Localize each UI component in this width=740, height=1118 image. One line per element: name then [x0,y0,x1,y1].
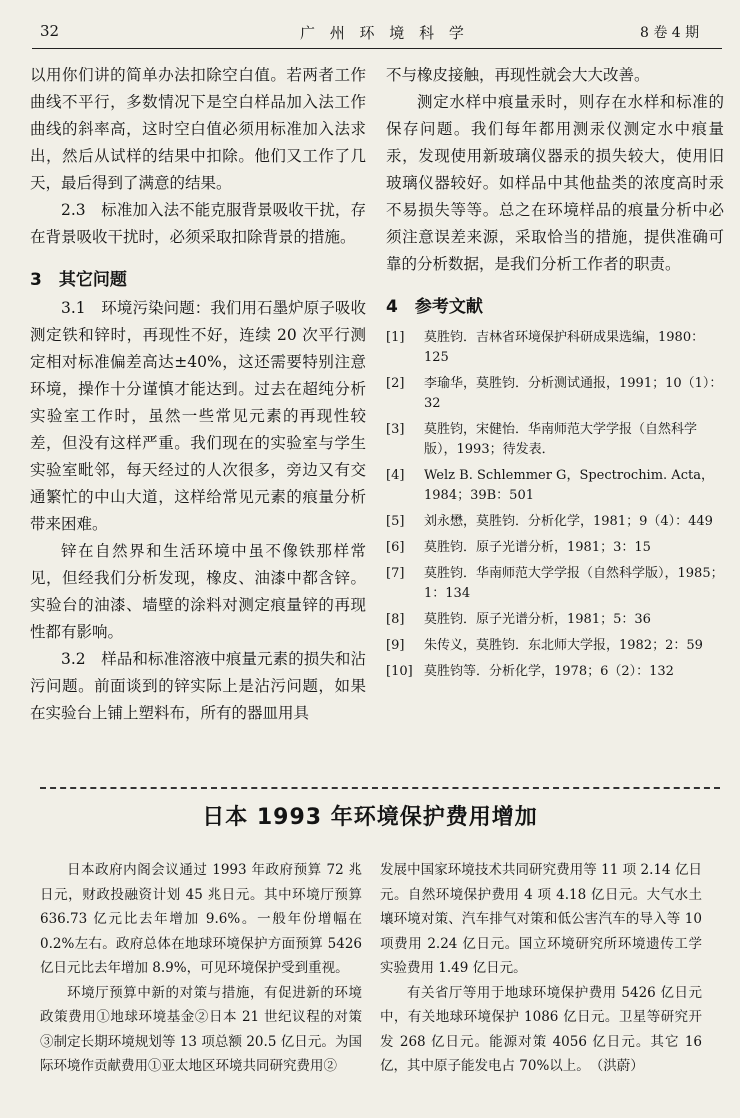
reference-item [386,512,724,532]
reference-text: 莫胜钧等．分析化学，1978；6（2）：132 [424,664,674,679]
paragraph: 不与橡皮接触，再现性就会大大改善。 [386,66,650,84]
reference-item [386,420,724,460]
article-left-column [40,858,362,1079]
section-heading: 3 其它问题 [30,270,127,290]
header-rule [32,48,722,49]
page-number: 32 [40,22,60,40]
reference-number: [3] [386,422,405,437]
paragraph: 锌在自然界和生活环境中虽不像铁那样常见，但经我们分析发现，橡皮、油漆中都含锌。实验台的油漆、墙壁的涂料对测定痕量锌的再现性都有影响。 [30,542,366,641]
reference-item [386,636,724,656]
reference-item [386,466,724,506]
paragraph: 以用你们讲的简单办法扣除空白值。若两者工作曲线不平行，多数情况下是空白样品加入法工作曲线的斜率高，这时空白值必须用标准加入法求出，然后从试样的结果中扣除。他们又工作了几天，最后得到了满意的结果。 [30,66,366,192]
paragraph: 环境厅预算中新的对策与措施，有促进新的环境政策费用①地球环境基金②日本 21 世纪议程的对策③制定长期环境规划等 13 项总额 20.5 亿日元。为国际环境作贡献费用①亚太地区环境共同研究费用② [40,984,362,1074]
paragraph: 2.3 标准加入法不能克服背景吸收干扰，存在背景吸收干扰时，必须采取扣除背景的措施。 [30,201,366,246]
reference-number: [4] [386,468,405,483]
article-right-column [380,858,702,1079]
reference-text: 李瑜华，莫胜钧．分析测试通报，1991；10（1）：32 [424,376,723,411]
paragraph: 测定水样中痕量汞时，则存在水样和标准的保存问题。我们每年都用测汞仪测定水中痕量汞，发现使用新玻璃仪器汞的损失较大，使用旧玻璃仪器较好。如样品中其他盐类的浓度高时汞不易损失等等。总之在环境样品的痕量分析中必须注意误差来源，采取恰当的措施，提供准确可靠的分析数据，是我们分析工作者的职责。 [386,93,724,273]
reference-text: 莫胜钧，宋健怡．华南师范大学学报（自然科学版），1993；待发表． [424,422,698,457]
reference-number: [10] [386,664,413,679]
reference-number: [2] [386,376,405,391]
paragraph: 3.1 环境污染问题：我们用石墨炉原子吸收测定铁和锌时，再现性不好，连续 20 次平行测定相对标准偏差高达±40%，这还需要特别注意环境，操作十分谨慎才能达到。过去在超纯分析实验室工作时，虽然一些常见元素的再现性较差，但没有这样严重。我们现在的实验室与学生实验室毗邻，每天经过的人次很多，旁边又有交通繁忙的中山大道，这样给常见元素的痕量分析带来困难。 [30,299,366,533]
reference-text: 莫胜钧．原子光谱分析，1981；3：15 [424,540,651,555]
journal-title: 广 州 环 境 科 学 [300,24,469,42]
reference-item [386,328,724,368]
reference-number: [8] [386,612,405,627]
reference-text: 莫胜钧．原子光谱分析，1981；5：36 [424,612,651,627]
reference-item [386,564,724,604]
reference-list [386,328,724,682]
article-title: 日本 1993 年环境保护费用增加 [202,805,538,830]
reference-number: [1] [386,330,405,345]
paragraph: 日本政府内阁会议通过 1993 年政府预算 72 兆日元，财政投融资计划 45 兆日元。其中环境厅预算 636.73 亿元比去年增加 9.6%。一般年份增幅在 0.2%左右。政府总体在地球环境保护方面预算 5426 亿日元比去年增加 8.9%，可见环境保护受到重视。 [40,862,362,976]
reference-item [386,610,724,630]
reference-text: 莫胜钧．吉林省环境保护科研成果选编，1980：125 [424,330,705,365]
issue-label: 8 卷 4 期 [640,25,700,41]
right-column [386,62,724,682]
article-separator [40,787,720,789]
paragraph: 3.2 样品和标准溶液中痕量元素的损失和沾污问题。前面谈到的锌实际上是沾污问题，如果在实验台上铺上塑料布，所有的器皿用具 [30,650,366,722]
reference-number: [7] [386,566,405,581]
reference-number: [9] [386,638,405,653]
paragraph: 发展中国家环境技术共同研究费用等 11 项 2.14 亿日元。自然环境保护费用 4 项 4.18 亿日元。大气水土壤环境对策、汽车排气对策和低公害汽车的导入等 10 项费用 2.24 亿日元。国立环境研究所环境遗传工学实验费用 1.49 亿日元。 [380,862,702,976]
reference-item [386,374,724,414]
section-heading: 4 参考文献 [386,297,483,317]
page-header [0,0,740,50]
reference-number: [6] [386,540,405,555]
reference-text: 刘永懋，莫胜钧．分析化学，1981；9（4）：449 [424,514,713,529]
reference-item [386,538,724,558]
reference-text: 莫胜钧．华南师范大学学报（自然科学版），1985；1：134 [424,566,724,601]
left-column [30,62,366,727]
reference-item [386,662,724,682]
reference-text: 朱传义，莫胜钧．东北师大学报，1982；2：59 [424,638,703,653]
paragraph: 有关省厅等用于地球环境保护费用 5426 亿日元中，有关地球环境保护 1086 亿日元。卫星等研究开发 268 亿日元。能源对策 4056 亿日元。其它 16 亿，其中原子能发电占 70%以上。 （洪蔚） [380,984,702,1074]
reference-number: [5] [386,514,405,529]
reference-text: Welz B. Schlemmer G，Spectrochim. Acta，1984；39B：501 [424,468,714,503]
